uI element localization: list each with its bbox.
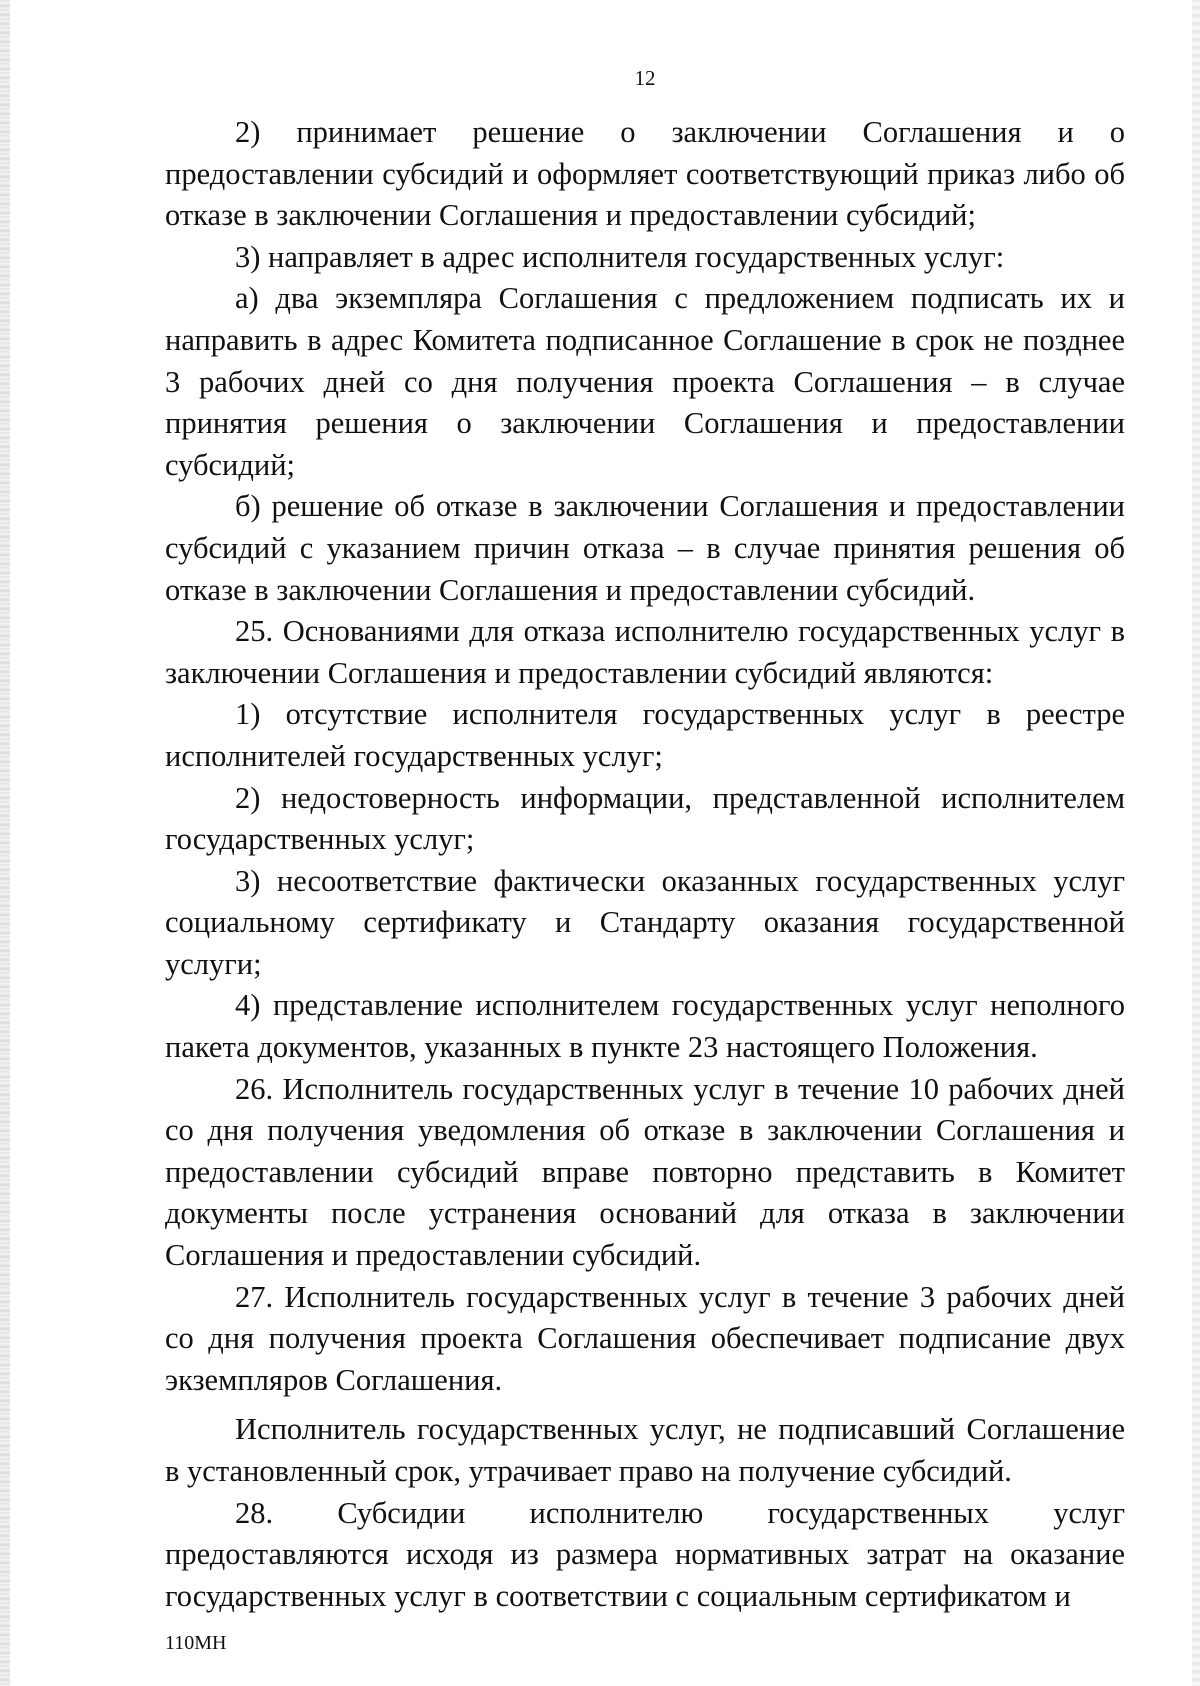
paragraph: 27. Исполнитель государственных услуг в течение 3 рабочих дней со дня получения проекта Соглашения обеспечивает подписание двух экземпляров Соглашения.	[165, 1279, 1125, 1397]
paragraph: 28. Субсидии исполнителю государственных услуг предоставляются исходя из размера нормативных затрат на оказание государственных услуг в соответствии с социальным сертификатом и	[165, 1495, 1125, 1613]
paragraph: 3) направляет в адрес исполнителя государственных услуг:	[235, 239, 1005, 274]
paragraph: 25. Основаниями для отказа исполнителю государственных услуг в заключении Соглашения и предоставлении субсидий являются:	[165, 614, 1125, 690]
paragraph: 2) принимает решение о заключении Соглашения и о предоставлении субсидий и оформляет соответствующий приказ либо об отказе в заключении Соглашения и предоставлении субсидий;	[165, 115, 1125, 233]
paragraph: 26. Исполнитель государственных услуг в течение 10 рабочих дней со дня получения уведомления об отказе в заключении Соглашения и предоставлении субсидий вправе повторно представить в Комитет документы после устранения оснований для отказа в заключении Соглашения и предоставлении субсидий.	[165, 1071, 1125, 1273]
paragraph: б) решение об отказе в заключении Соглашения и предоставлении субсидий с указанием причин отказа – в случае принятия решения об отказе в заключении Соглашения и предоставлении субсидий.	[165, 489, 1125, 607]
paragraph: 1) отсутствие исполнителя государственных услуг в реестре исполнителей государственных услуг;	[165, 697, 1125, 773]
paragraph: Исполнитель государственных услуг, не подписавший Соглашение в установленный срок, утрачивает право на получение субсидий.	[165, 1412, 1125, 1488]
paragraph: 3) несоответствие фактически оказанных государственных услуг социальному сертификату и Стандарту оказания государственной услуги;	[165, 863, 1125, 981]
footer-code: 110МН	[165, 1632, 227, 1654]
paragraph: 4) представление исполнителем государственных услуг неполного пакета документов, указанных в пункте 23 настоящего Положения.	[165, 988, 1125, 1065]
document-body	[165, 112, 1125, 1617]
scan-edge-left	[0, 0, 10, 1686]
paragraph: 2) недостоверность информации, представленной исполнителем государственных услуг;	[165, 780, 1125, 857]
paragraph: а) два экземпляра Соглашения с предложением подписать их и направить в адрес Комитета подписанное Соглашение в срок не позднее 3 рабочих дней со дня получения проекта Соглашения – в случае принятия решения о заключении Соглашения и предоставлении субсидий;	[165, 281, 1125, 482]
page-number: 12	[634, 66, 656, 90]
scan-edge-right	[1192, 0, 1200, 1686]
